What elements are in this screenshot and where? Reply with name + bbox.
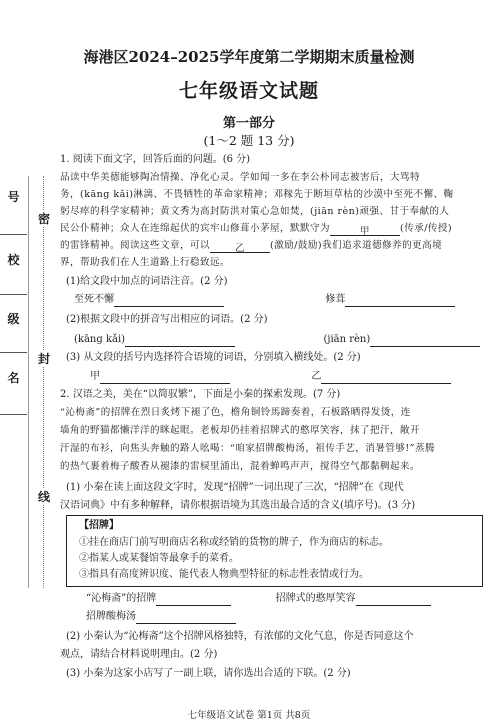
q1-sub1-answers [74,292,484,307]
page-footer: 七年级语文试卷 第1页 共8页 [187,710,311,721]
answer-line[interactable] [370,335,480,347]
answer-line[interactable] [125,335,235,347]
item-hanhou: 招牌式的憨厚笑容 [275,593,356,604]
binding-divider [0,294,27,295]
q1-passage-line: 躬尽瘁的科学家精神；黄文秀为高封防洪对策心急如焚，(jiān rèn)顽强、甘于奉献的人 [60,206,450,217]
fill-marker-jia: 甲 [360,226,371,236]
binding-strip [0,176,29,588]
q2-sub1-line: (1) 小秦在读上面这段文字时，发现“招牌”一词出现了三次，“招牌”在《现代 [66,482,404,493]
q2-sub1-answers [86,591,486,606]
binding-divider [0,234,27,235]
pinyin-kangkai: (kāng kǎi) [74,334,126,345]
q2-sub2-line: (2) 小秦认为“沁梅斋”这个招牌风格独特，有浓郁的文化气息，你是否同意这个 [66,631,414,642]
q1-sub2-answers [74,332,484,347]
dict-head: 【招牌】 [79,520,119,531]
q1-passage-line: 界，帮助我们在人生道路上行稳致远。 [60,257,231,268]
subject-title: 七年级语文试题 [178,80,319,102]
q2-sub1-answers [86,609,486,624]
word-zhisibuxie: 至死不懈 [74,294,114,305]
q2-passage-line: 汗湿的布衫，向焦头奔触的路人吆喝：“咱家招牌酸梅汤，祖传手艺，消暑管够!”蒸腾 [60,443,436,454]
student-number-label: 号 [7,190,20,204]
answer-line[interactable] [321,372,451,384]
q2-passage-line: 墙角的野猫都懒洋洋的眯起眼。老板却仍挂着招牌式的憨厚笑容，抹了把汗，敞开 [60,425,421,436]
binding-divider [0,352,27,353]
q2-passage-line: 的热气裹着梅子酸香从褪漆的雷棂里涌出，混着蝉鸣声声，搅得空气都黏稠起来。 [60,461,421,472]
word-xiuqi: 修葺 [325,294,346,305]
q1-sub2: (2)根据文段中的拼音写出相应的词语。(2 分) [66,314,268,325]
q1-passage-line [60,221,492,236]
q1-passage-text: (激励/鼓励)我们追求道德修养的更高境 [270,240,443,251]
answer-line[interactable] [100,372,230,384]
answer-line[interactable] [114,295,224,307]
q1-passage-line: 品读中华美德能够陶冶情操、净化心灵。学如闻一多在李公朴同志被害后，大骂特 [60,172,421,183]
q1-fill-yi[interactable] [210,241,270,253]
q1-sub3: (3) 从文段的括号内选择符合语境的词语，分别填入横线处。(2 分) [66,352,361,363]
class-label: 级 [7,312,20,326]
seal-char-xian: 线 [38,490,51,504]
answer-line[interactable] [345,295,455,307]
school-label: 校 [7,253,20,267]
dict-sense: ③指具有高度辨识度、能代表人物典型特征的标志性表情或行为。 [79,569,369,580]
q2-sub1-line: 汉语词典》中有多种解释，请你根据语境为其选出最合适的含义(填序号)。(3 分) [60,500,416,511]
seal-dotted-line [43,176,45,588]
q2-sub3: (3) 小秦为这家小店写了一副上联，请你选出合适的下联。(2 分) [66,668,351,679]
dict-sense: ①挂在商店门前写明商店名称或经销的货物的牌子，作为商店的标志。 [79,537,389,548]
q2-passage-line: “沁梅斋”的招牌在烈日炙烤下褪了色，檐角铜铃馬蹄奏着，石板路晒得发烫，连 [60,407,411,418]
exam-title: 海港区2024–2025学年度第二学期期末质量检测 [83,48,415,66]
q1-stem: 1. 阅读下面文字，回答后面的问题。(6 分) [60,154,251,165]
fill-marker-yi: 乙 [235,243,246,253]
q1-passage-text: 的雷锋精神。阅读这些文章，可以 [60,240,211,251]
dictionary-box [66,515,483,587]
seal-char-mi: 密 [38,212,51,226]
answer-line[interactable] [356,594,431,606]
part-title: 第一部分 [222,116,275,131]
label-jia: 甲 [90,371,100,382]
item-qinmeizhai: “沁梅斋”的招牌 [86,593,157,604]
q1-sub1: (1)给文段中加点的词语注音。(2 分) [66,276,228,287]
pinyin-jianren: (jiān rèn) [323,334,371,345]
q1-fill-jia[interactable] [330,224,400,236]
name-label: 名 [7,371,20,385]
dict-sense: ②指某人或某餐馆等最拿手的菜肴。 [79,553,239,564]
q2-stem: 2. 汉语之美，美在“以简驭繁”，下面是小秦的探索发现。(7 分) [60,389,341,400]
part-range: (1～2 题 13 分) [203,133,295,148]
seal-char-feng: 封 [38,352,51,366]
item-suanmeitang: 招牌酸梅汤 [86,611,136,622]
q2-sub2-line: 观点，请结合材料说明理由。(2 分) [60,649,218,660]
answer-line[interactable] [156,594,231,606]
q1-passage-line [60,238,492,253]
q1-passage-line: 务，(kāng kǎi)淋漓、不畏牺牲的革命家精神；邓稼先于断垣草枯的沙漠中至死不懈、鞠 [60,189,454,200]
q1-passage-text: 民公仆精神；众人在连绵起伏的宾牢山修葺小茅屋，默默守为 [60,223,331,234]
binding-divider [0,414,27,415]
label-yi: 乙 [311,371,322,382]
q1-sub3-answers [90,369,490,384]
q1-passage-text: (传承/传授) [400,223,453,234]
answer-line[interactable] [136,612,236,624]
